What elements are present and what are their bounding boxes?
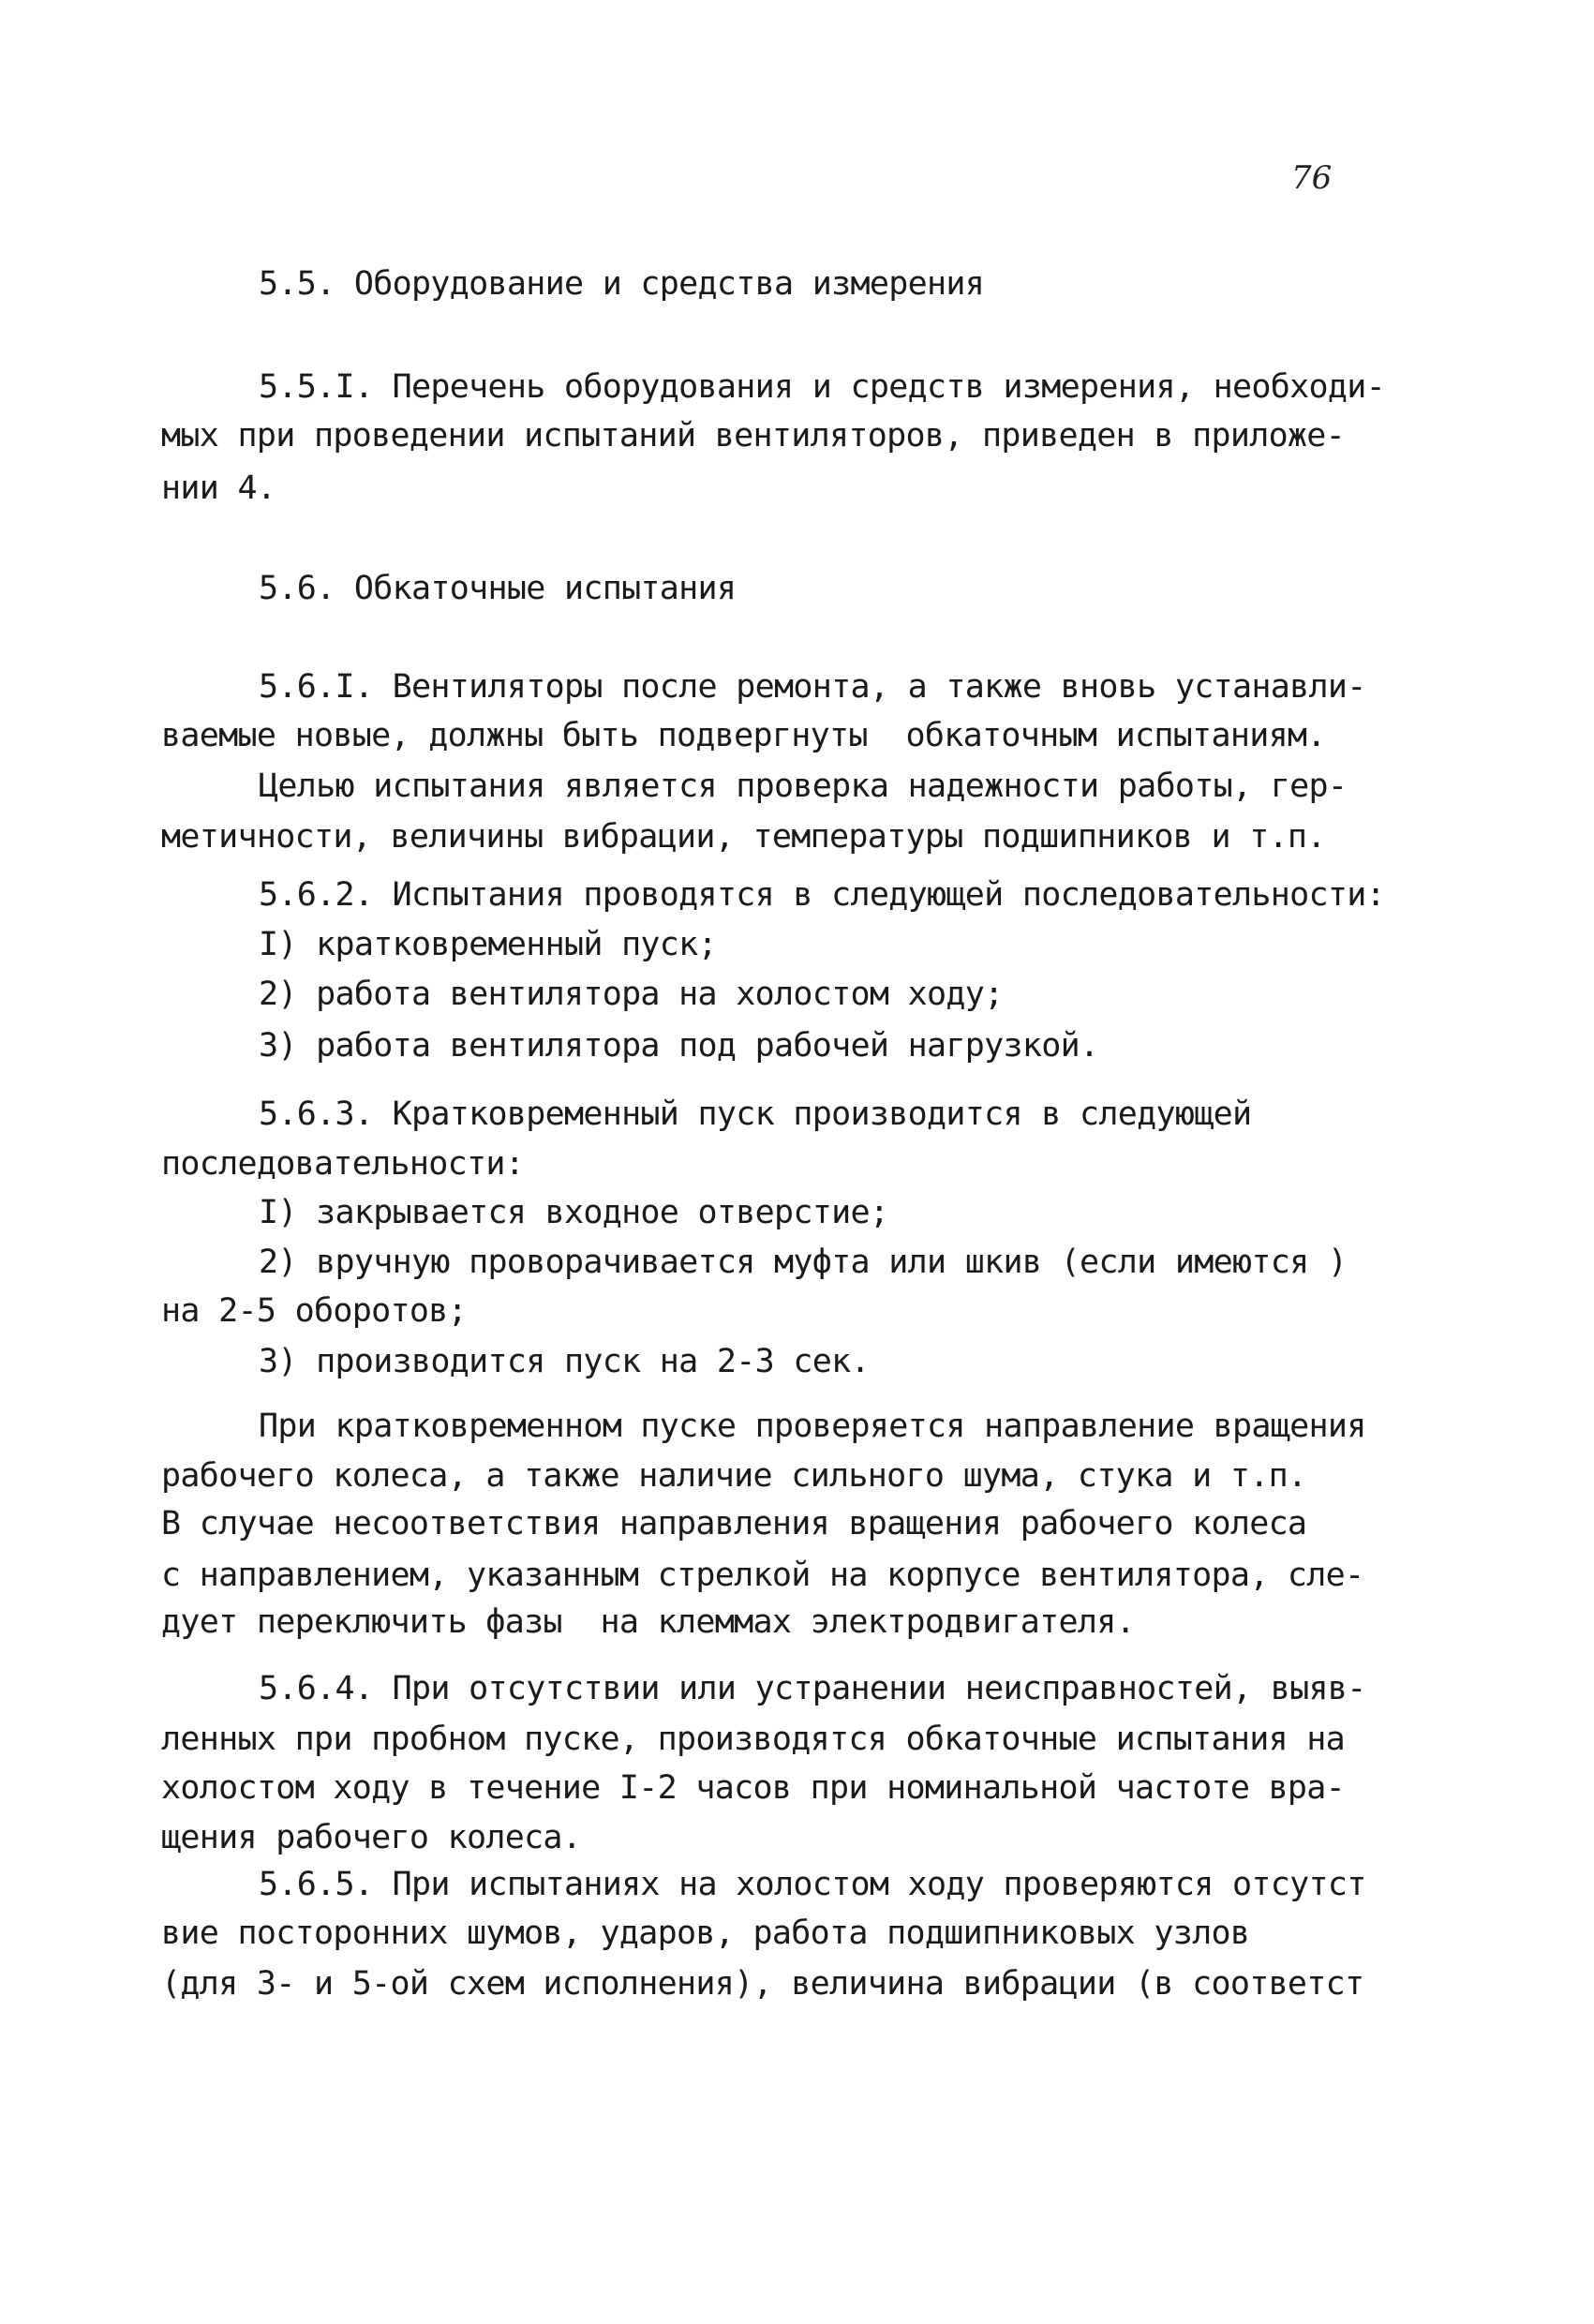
paragraph-check-line-2: рабочего колеса, а также наличие сильного шума, стука и т.п.: [161, 1457, 1307, 1495]
page-number: 76: [1291, 159, 1333, 197]
startup-step-2-line-1: 2) вручную проворачивается муфта или шкив (если имеются ): [259, 1244, 1348, 1281]
paragraph-5-6-5-line-1: 5.6.5. При испытаниях на холостом ходу проверяются отсутст: [259, 1866, 1366, 1903]
paragraph-purpose-line-2: метичности, величины вибрации, температуры подшипников и т.п.: [161, 818, 1326, 856]
paragraph-5-5-1-line-1: 5.5.I. Перечень оборудования и средств измерения, необходи-: [259, 368, 1385, 406]
paragraph-5-6-4-line-4: щения рабочего колеса.: [161, 1819, 582, 1856]
section-heading-5-6: 5.6. Обкаточные испытания: [259, 570, 737, 607]
list-item-2: 2) работа вентилятора на холостом ходу;: [259, 976, 1004, 1013]
startup-step-2-line-2: на 2-5 оборотов;: [161, 1292, 467, 1330]
paragraph-5-6-2: 5.6.2. Испытания проводятся в следующей последовательности:: [259, 876, 1385, 914]
paragraph-5-5-1-line-2: мых при проведении испытаний вентиляторов, приведен в приложе-: [161, 417, 1346, 454]
paragraph-5-6-1-line-2: ваемые новые, должны быть подвергнуты обкаточным испытаниям.: [161, 717, 1326, 754]
startup-step-3: 3) производится пуск на 2-3 сек.: [259, 1343, 870, 1380]
paragraph-5-6-4-line-3: холостом ходу в течение I-2 часов при номинальной частоте вра-: [161, 1769, 1346, 1807]
paragraph-5-6-1-line-1: 5.6.I. Вентиляторы после ремонта, а также вновь устанавли-: [259, 668, 1366, 706]
paragraph-5-6-4-line-1: 5.6.4. При отсутствии или устранении неисправностей, выяв-: [259, 1670, 1366, 1707]
section-heading-5-5: 5.5. Оборудование и средства измерения: [259, 265, 985, 303]
paragraph-5-6-3-line-1: 5.6.3. Кратковременный пуск производится в следующей: [259, 1095, 1252, 1133]
list-item-3: 3) работа вентилятора под рабочей нагрузкой.: [259, 1027, 1099, 1065]
paragraph-check-line-5: дует переключить фазы на клеммах электродвигателя.: [161, 1603, 1135, 1641]
startup-step-1: I) закрывается входное отверстие;: [259, 1194, 889, 1231]
paragraph-5-6-5-line-2: вие посторонних шумов, ударов, работа подшипниковых узлов: [161, 1914, 1250, 1952]
paragraph-purpose-line-1: Целью испытания является проверка надежности работы, гер-: [259, 767, 1348, 805]
paragraph-check-line-4: с направлением, указанным стрелкой на корпусе вентилятора, сле-: [161, 1557, 1364, 1594]
list-item-1: I) кратковременный пуск;: [259, 926, 717, 963]
paragraph-5-6-5-line-3: (для 3- и 5-ой схем исполнения), величина вибрации (в соответст: [161, 1965, 1364, 2003]
paragraph-5-6-4-line-2: ленных при пробном пуске, производятся обкаточные испытания на: [161, 1721, 1346, 1758]
paragraph-5-5-1-line-3: нии 4.: [161, 469, 276, 507]
paragraph-check-line-3: В случае несоответствия направления вращения рабочего колеса: [161, 1505, 1307, 1542]
paragraph-5-6-3-line-2: последовательности:: [161, 1145, 525, 1183]
paragraph-check-line-1: При кратковременном пуске проверяется направление вращения: [259, 1408, 1366, 1445]
